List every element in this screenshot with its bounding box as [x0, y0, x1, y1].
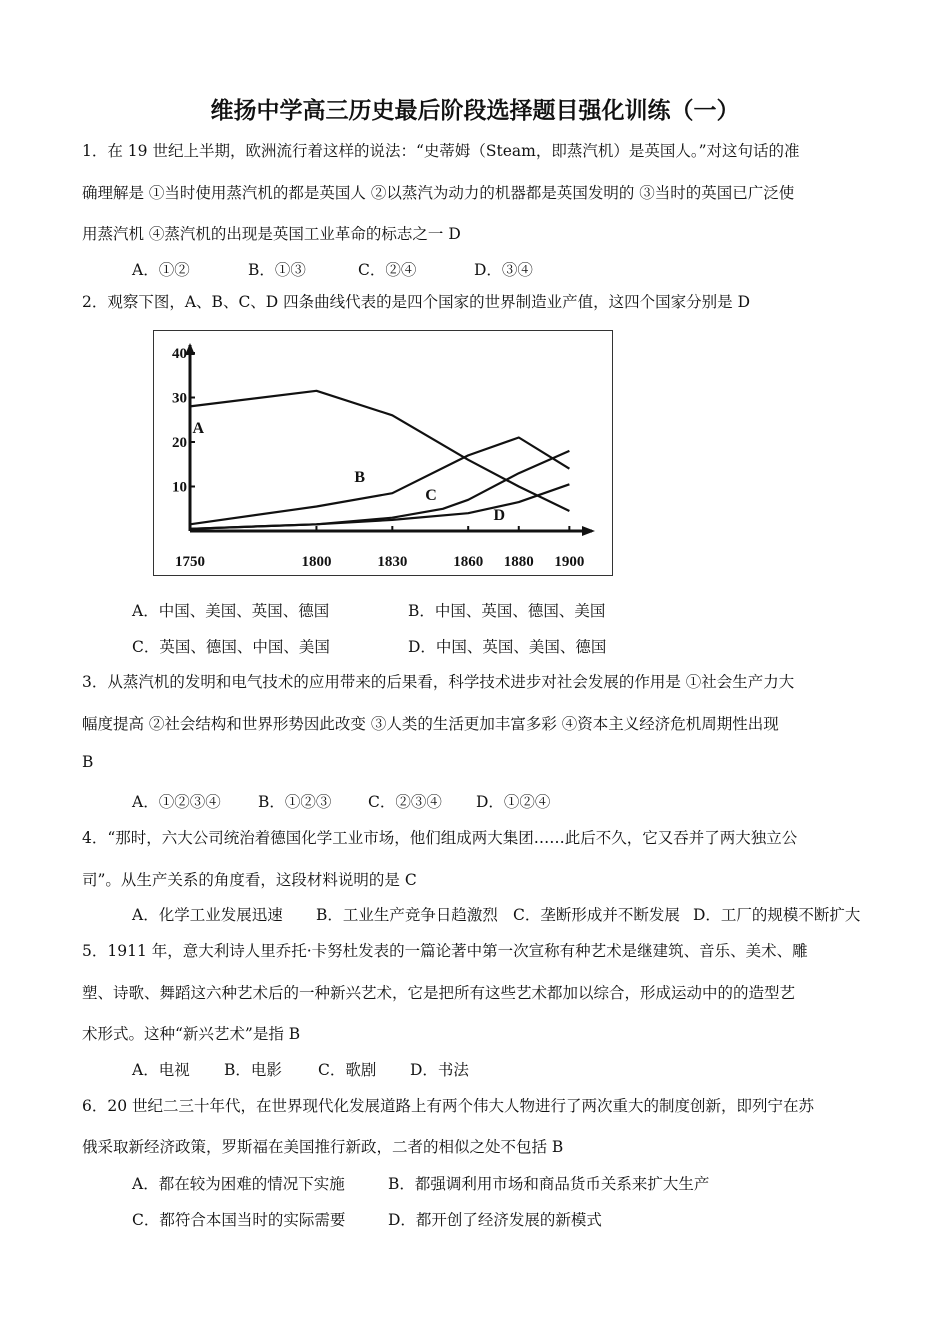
x-tick-label-1800: 1800 — [301, 554, 332, 570]
x-tick-label-1830: 1830 — [377, 554, 408, 570]
series-line-b — [190, 438, 569, 525]
question-6-line-1: 6．20 世纪二三十年代，在世界现代化发展道路上有两个伟大人物进行了两次重大的制度创新，即列宁在苏 — [82, 1097, 815, 1115]
question-6-option-c: C．都符合本国当时的实际需要 — [132, 1211, 346, 1229]
y-tick-label-20: 20 — [172, 435, 187, 451]
question-1-option-a: A．①② — [132, 261, 190, 279]
x-tick-label-1750: 1750 — [175, 554, 205, 570]
question-3-line-1: 3．从蒸汽机的发明和电气技术的应用带来的后果看，科学技术进步对社会发展的作用是 ①社会生产力大 — [82, 673, 795, 691]
y-tick-label-40: 40 — [172, 346, 187, 362]
question-4-line-1: 4．“那时，六大公司统治着德国化学工业市场，他们组成两大集团……此后不久，它又吞并了两大独立公 — [82, 829, 798, 847]
series-label-d: D — [493, 506, 506, 524]
question-2-line-1: 2．观察下图，A、B、C、D 四条曲线代表的是四个国家的世界制造业产值，这四个国家分别是 D — [82, 293, 751, 311]
page-title: 维扬中学高三历史最后阶段选择题目强化训练（一） — [210, 98, 740, 124]
x-tick-label-1880: 1880 — [503, 554, 534, 570]
question-3-option-d: D．①②④ — [476, 793, 551, 811]
question-1-option-b: B．①③ — [248, 261, 306, 279]
x-tick-label-1860: 1860 — [453, 554, 484, 570]
question-1-option-d: D．③④ — [474, 261, 533, 279]
question-1-line-3: 用蒸汽机 ④蒸汽机的出现是英国工业革命的标志之一 D — [82, 225, 461, 243]
manufacturing-output-chart — [153, 330, 613, 576]
question-6-option-d: D．都开创了经济发展的新模式 — [388, 1211, 602, 1229]
series-label-c: C — [425, 486, 437, 504]
series-label-a: A — [192, 420, 205, 438]
question-3-option-a: A．①②③④ — [132, 793, 221, 811]
series-line-a — [190, 391, 569, 511]
question-5-option-b: B．电影 — [224, 1061, 282, 1079]
question-2-option-c: C．英国、德国、中国、美国 — [132, 638, 330, 656]
series-line-d — [190, 484, 569, 529]
question-1-line-2: 确理解是 ①当时使用蒸汽机的都是英国人 ②以蒸汽为动力的机器都是英国发明的 ③当时的英国已广泛使 — [82, 184, 795, 202]
question-1-option-c: C．②④ — [358, 261, 417, 279]
question-5-line-2: 塑、诗歌、舞蹈这六种艺术后的一种新兴艺术，它是把所有这些艺术都加以综合，形成运动中的的造型艺 — [82, 984, 796, 1002]
question-4-option-c: C．垄断形成并不断发展 — [513, 906, 680, 924]
question-5-line-1: 5．1911 年，意大利诗人里乔托·卡努杜发表的一篇论著中第一次宣称有种艺术是继建筑、音乐、美术、雕 — [82, 942, 808, 960]
question-3-option-b: B．①②③ — [258, 793, 332, 811]
question-2-option-a: A．中国、美国、英国、德国 — [132, 602, 330, 620]
y-tick-label-10: 10 — [172, 479, 187, 496]
question-1-line-1: 1．在 19 世纪上半期，欧洲流行着这样的说法：“史蒂姆（Steam，即蒸汽机）是英国人。”对这句话的准 — [82, 142, 800, 160]
chart-svg — [154, 331, 612, 575]
question-4-option-d: D．工厂的规模不断扩大 — [693, 906, 861, 924]
question-4-option-b: B．工业生产竞争日趋激烈 — [316, 906, 498, 924]
question-2-option-b: B．中国、英国、德国、美国 — [408, 602, 606, 620]
question-6-line-2: 俄采取新经济政策，罗斯福在美国推行新政，二者的相似之处不包括 B — [82, 1138, 564, 1156]
question-2-option-d: D．中国、英国、美国、德国 — [408, 638, 607, 656]
question-3-option-c: C．②③④ — [368, 793, 442, 811]
question-3-line-3: B — [82, 753, 94, 771]
question-3-line-2: 幅度提高 ②社会结构和世界形势因此改变 ③人类的生活更加丰富多彩 ④资本主义经济危机周期性出现 — [82, 715, 779, 733]
x-axis-arrow — [582, 526, 595, 536]
question-5-option-c: C．歌剧 — [318, 1061, 377, 1079]
question-6-option-b: B．都强调利用市场和商品货币关系来扩大生产 — [388, 1175, 710, 1193]
question-5-line-3: 术形式。这种“新兴艺术”是指 B — [82, 1025, 301, 1043]
question-4-option-a: A．化学工业发展迅速 — [132, 906, 283, 924]
x-tick-label-1900: 1900 — [554, 554, 585, 570]
series-label-b: B — [354, 469, 366, 487]
question-5-option-d: D．书法 — [410, 1061, 469, 1079]
y-tick-label-30: 30 — [172, 390, 187, 407]
question-5-option-a: A．电视 — [132, 1061, 190, 1079]
question-6-option-a: A．都在较为困难的情况下实施 — [132, 1175, 345, 1193]
question-4-line-2: 司”。从生产关系的角度看，这段材料说明的是 C — [82, 871, 417, 889]
